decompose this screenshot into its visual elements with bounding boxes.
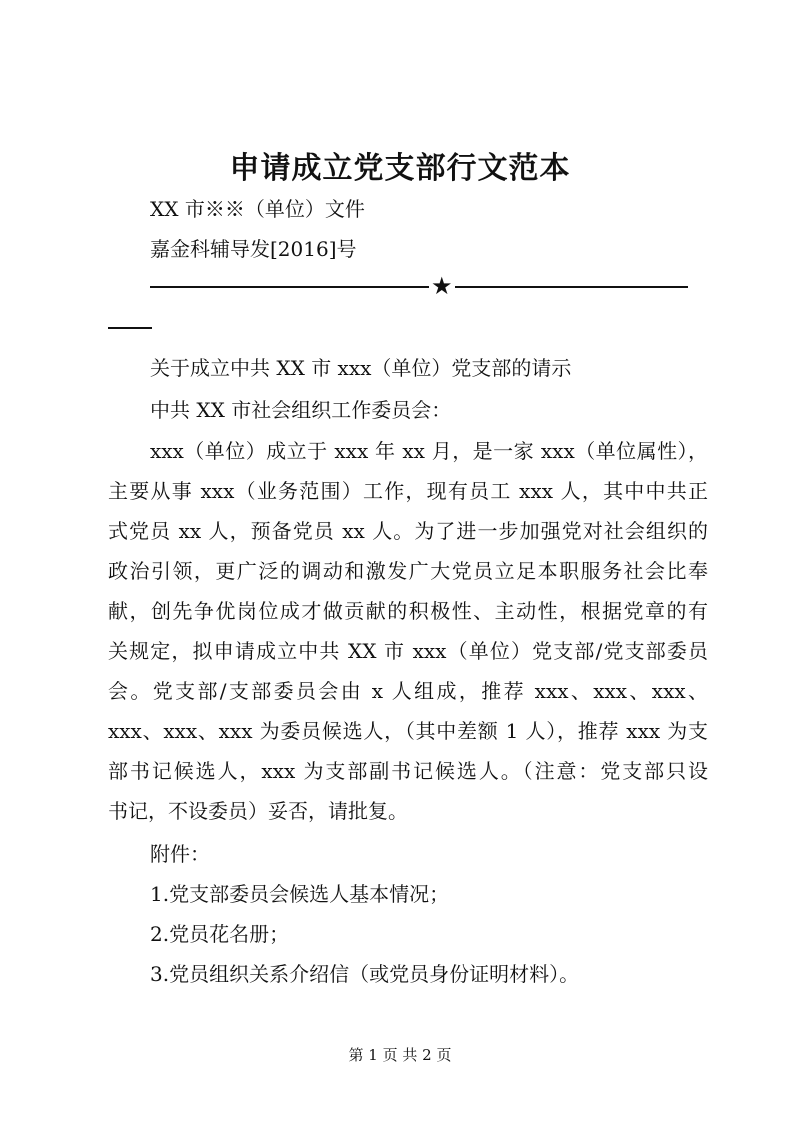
body-line: 式党员 xx 人，预备党员 xx 人。为了进一步加强党对社会组织的: [108, 519, 708, 543]
body-line: 部书记候选人，xxx 为支部副书记候选人。（注意：党支部只设: [108, 759, 708, 783]
header-divider-continuation: [108, 327, 152, 329]
document-title: 申请成立党支部行文范本: [229, 151, 571, 186]
attachment-item: 1.党支部委员会候选人基本情况；: [150, 882, 450, 906]
attachments-label: 附件：: [150, 842, 210, 866]
addressee-line: 中共 XX 市社会组织工作委员会：: [150, 398, 452, 422]
attachment-item: 2.党员花名册；: [150, 922, 290, 946]
body-line: 关规定，拟申请成立中共 XX 市 xxx（单位）党支部/党支部委员: [108, 639, 708, 663]
body-line: xxx（单位）成立于 xxx 年 xx 月，是一家 xxx（单位属性），: [150, 439, 708, 463]
page-footer: 第 1 页 共 2 页: [348, 1046, 452, 1064]
attachment-item: 3.党员组织关系介绍信（或党员身份证明材料）。: [150, 962, 580, 986]
body-line: xxx、xxx、xxx 为委员候选人，（其中差额 1 人），推荐 xxx 为支: [108, 719, 708, 743]
issuer-line: XX 市※※（单位）文件: [150, 197, 365, 221]
body-line: 主要从事 xxx（业务范围）工作，现有员工 xxx 人，其中中共正: [108, 479, 708, 503]
body-line: 献，创先争优岗位成才做贡献的积极性、主动性，根据党章的有: [108, 599, 708, 623]
body-line: 政治引领，更广泛的调动和激发广大党员立足本职服务社会比奉: [108, 559, 708, 583]
subject-line: 关于成立中共 XX 市 xxx（单位）党支部的请示: [150, 356, 572, 380]
body-line: 会。党支部/支部委员会由 x 人组成，推荐 xxx、xxx、xxx、: [108, 679, 708, 703]
body-line: 书记，不设委员）妥否，请批复。: [108, 799, 408, 823]
document-number: 嘉金科辅导发[2016]号: [150, 237, 357, 261]
header-divider: [150, 286, 688, 288]
star-icon: ★: [431, 272, 453, 300]
